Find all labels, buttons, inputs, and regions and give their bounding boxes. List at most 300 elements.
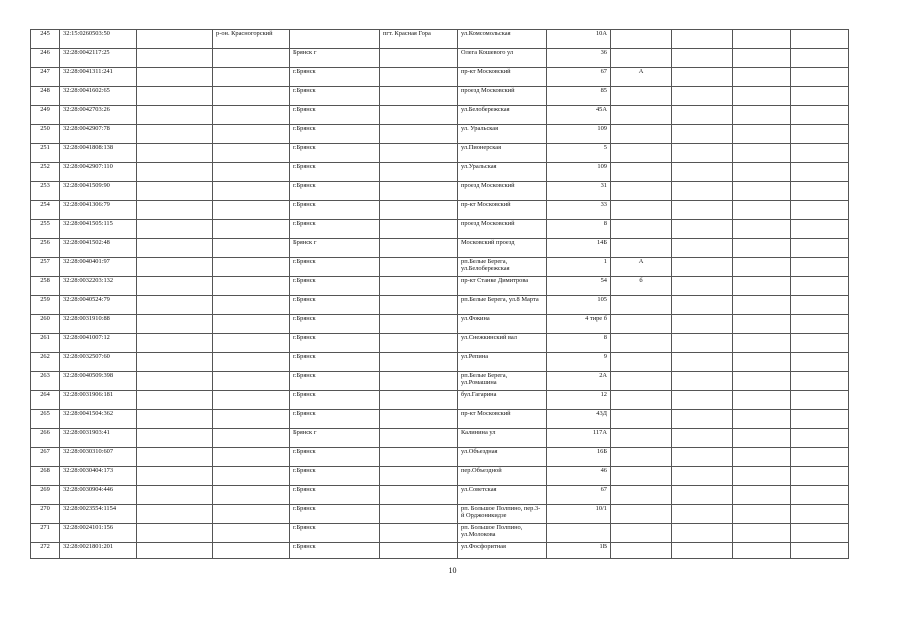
- city-cell: г.Брянск: [290, 315, 380, 334]
- city-cell: [290, 30, 380, 49]
- row-number-cell: 256: [31, 239, 60, 258]
- row-number-cell: 259: [31, 296, 60, 315]
- district-cell: [213, 391, 290, 410]
- table-row: [31, 87, 849, 106]
- table-row: [31, 201, 849, 220]
- cadastral-number-cell: 32:28:0040509:398: [60, 372, 137, 391]
- table-row: [31, 334, 849, 353]
- cadastral-number-cell: 32:28:0042703:26: [60, 106, 137, 125]
- street-cell: пр-кт Московский: [458, 410, 547, 429]
- row-number-cell: 268: [31, 467, 60, 486]
- house-number-cell: 8: [547, 334, 611, 353]
- empty-cell: [733, 353, 791, 372]
- empty-cell: [672, 68, 733, 87]
- empty-cell: [672, 258, 733, 277]
- cadastral-number-cell: 32:28:0041504:362: [60, 410, 137, 429]
- district-cell: [213, 486, 290, 505]
- table-row: [31, 49, 849, 68]
- street-cell: рп.Белые Берега, ул.8 Марта: [458, 296, 547, 315]
- cadastral-number-cell: 32:28:0031906:181: [60, 391, 137, 410]
- table-row: [31, 543, 849, 559]
- house-number-cell: 117А: [547, 429, 611, 448]
- table-row: [31, 429, 849, 448]
- house-number-cell: 85: [547, 87, 611, 106]
- settlement-cell: [380, 505, 458, 524]
- settlement-cell: [380, 239, 458, 258]
- empty-cell: [137, 505, 213, 524]
- row-number-cell: 252: [31, 163, 60, 182]
- empty-cell: [672, 448, 733, 467]
- building-cell: [611, 30, 672, 49]
- empty-cell: [672, 49, 733, 68]
- row-number-cell: 246: [31, 49, 60, 68]
- empty-cell: [137, 315, 213, 334]
- empty-cell: [672, 372, 733, 391]
- empty-cell: [791, 182, 849, 201]
- city-cell: г.Брянск: [290, 106, 380, 125]
- building-cell: [611, 486, 672, 505]
- empty-cell: [733, 334, 791, 353]
- building-cell: [611, 524, 672, 543]
- empty-cell: [791, 410, 849, 429]
- table-row: [31, 410, 849, 429]
- empty-cell: [672, 334, 733, 353]
- empty-cell: [733, 239, 791, 258]
- row-number-cell: 245: [31, 30, 60, 49]
- empty-cell: [672, 125, 733, 144]
- building-cell: б: [611, 277, 672, 296]
- house-number-cell: 9: [547, 353, 611, 372]
- cadastral-address-table: [30, 29, 849, 559]
- empty-cell: [137, 524, 213, 543]
- empty-cell: [672, 315, 733, 334]
- row-number-cell: 247: [31, 68, 60, 87]
- empty-cell: [672, 391, 733, 410]
- house-number-cell: 105: [547, 296, 611, 315]
- street-cell: ул.Белобережская: [458, 106, 547, 125]
- empty-cell: [672, 353, 733, 372]
- house-number-cell: 109: [547, 125, 611, 144]
- empty-cell: [733, 429, 791, 448]
- house-number-cell: 67: [547, 486, 611, 505]
- building-cell: [611, 106, 672, 125]
- row-number-cell: 251: [31, 144, 60, 163]
- table-row: [31, 68, 849, 87]
- empty-cell: [791, 391, 849, 410]
- empty-cell: [672, 467, 733, 486]
- table-row: [31, 448, 849, 467]
- city-cell: г.Брянск: [290, 543, 380, 559]
- table-row: [31, 30, 849, 49]
- table-row: [31, 106, 849, 125]
- empty-cell: [733, 220, 791, 239]
- house-number-cell: 109: [547, 163, 611, 182]
- empty-cell: [672, 505, 733, 524]
- street-cell: ул.Советская: [458, 486, 547, 505]
- empty-cell: [137, 258, 213, 277]
- district-cell: [213, 296, 290, 315]
- empty-cell: [733, 486, 791, 505]
- house-number-cell: 14Б: [547, 239, 611, 258]
- empty-cell: [137, 353, 213, 372]
- table-row: [31, 391, 849, 410]
- cadastral-number-cell: 32:28:0041306:79: [60, 201, 137, 220]
- row-number-cell: 253: [31, 182, 60, 201]
- cadastral-number-cell: 32:28:0040401:97: [60, 258, 137, 277]
- city-cell: г.Брянск: [290, 448, 380, 467]
- empty-cell: [791, 30, 849, 49]
- city-cell: г.Брянск: [290, 505, 380, 524]
- empty-cell: [733, 410, 791, 429]
- city-cell: г.Брянск: [290, 201, 380, 220]
- city-cell: г.Брянск: [290, 334, 380, 353]
- cadastral-number-cell: 32:28:0030904:446: [60, 486, 137, 505]
- cadastral-number-cell: 32:28:0030310:607: [60, 448, 137, 467]
- table-row: [31, 125, 849, 144]
- settlement-cell: [380, 448, 458, 467]
- empty-cell: [791, 125, 849, 144]
- settlement-cell: [380, 315, 458, 334]
- empty-cell: [733, 68, 791, 87]
- empty-cell: [791, 505, 849, 524]
- empty-cell: [733, 87, 791, 106]
- district-cell: [213, 125, 290, 144]
- empty-cell: [791, 87, 849, 106]
- district-cell: р-он. Красногорский: [213, 30, 290, 49]
- empty-cell: [791, 144, 849, 163]
- city-cell: г.Брянск: [290, 277, 380, 296]
- empty-cell: [672, 30, 733, 49]
- district-cell: [213, 315, 290, 334]
- building-cell: [611, 372, 672, 391]
- city-cell: г.Брянск: [290, 391, 380, 410]
- district-cell: [213, 106, 290, 125]
- empty-cell: [791, 49, 849, 68]
- table-row: [31, 163, 849, 182]
- empty-cell: [137, 391, 213, 410]
- table-row: [31, 296, 849, 315]
- empty-cell: [672, 524, 733, 543]
- empty-cell: [791, 429, 849, 448]
- empty-cell: [672, 429, 733, 448]
- cadastral-number-cell: 32:28:0032203:132: [60, 277, 137, 296]
- building-cell: [611, 163, 672, 182]
- settlement-cell: [380, 49, 458, 68]
- building-cell: [611, 429, 672, 448]
- cadastral-number-cell: 32:28:0041502:48: [60, 239, 137, 258]
- empty-cell: [137, 106, 213, 125]
- street-cell: пр-кт Московский: [458, 68, 547, 87]
- empty-cell: [137, 87, 213, 106]
- empty-cell: [791, 315, 849, 334]
- empty-cell: [733, 448, 791, 467]
- street-cell: рп. Большое Полпино, ул.Молокова: [458, 524, 547, 543]
- city-cell: г.Брянск: [290, 467, 380, 486]
- street-cell: рп. Большое Полпино, пер.3-й Орджоникидзе: [458, 505, 547, 524]
- cadastral-number-cell: 32:28:0030404:173: [60, 467, 137, 486]
- empty-cell: [672, 220, 733, 239]
- settlement-cell: [380, 106, 458, 125]
- cadastral-number-cell: 32:28:0041808:138: [60, 144, 137, 163]
- row-number-cell: 265: [31, 410, 60, 429]
- table-row: [31, 505, 849, 524]
- district-cell: [213, 372, 290, 391]
- city-cell: г.Брянск: [290, 125, 380, 144]
- settlement-cell: [380, 182, 458, 201]
- table-row: [31, 467, 849, 486]
- building-cell: [611, 296, 672, 315]
- row-number-cell: 272: [31, 543, 60, 559]
- empty-cell: [672, 410, 733, 429]
- building-cell: [611, 410, 672, 429]
- table-row: [31, 353, 849, 372]
- empty-cell: [791, 239, 849, 258]
- cadastral-number-cell: 32:28:0041007:12: [60, 334, 137, 353]
- district-cell: [213, 524, 290, 543]
- settlement-cell: [380, 277, 458, 296]
- building-cell: [611, 391, 672, 410]
- table-row: [31, 486, 849, 505]
- settlement-cell: [380, 87, 458, 106]
- empty-cell: [733, 467, 791, 486]
- street-cell: рп.Белые Берега, ул.Ромашина: [458, 372, 547, 391]
- row-number-cell: 254: [31, 201, 60, 220]
- empty-cell: [137, 68, 213, 87]
- district-cell: [213, 410, 290, 429]
- empty-cell: [137, 239, 213, 258]
- row-number-cell: 250: [31, 125, 60, 144]
- empty-cell: [672, 87, 733, 106]
- settlement-cell: [380, 163, 458, 182]
- district-cell: [213, 353, 290, 372]
- district-cell: [213, 68, 290, 87]
- row-number-cell: 266: [31, 429, 60, 448]
- settlement-cell: [380, 201, 458, 220]
- empty-cell: [137, 334, 213, 353]
- settlement-cell: [380, 372, 458, 391]
- city-cell: г.Брянск: [290, 486, 380, 505]
- house-number-cell: [547, 524, 611, 543]
- building-cell: [611, 239, 672, 258]
- empty-cell: [672, 486, 733, 505]
- empty-cell: [137, 448, 213, 467]
- empty-cell: [672, 106, 733, 125]
- settlement-cell: [380, 258, 458, 277]
- settlement-cell: [380, 391, 458, 410]
- row-number-cell: 263: [31, 372, 60, 391]
- row-number-cell: 255: [31, 220, 60, 239]
- district-cell: [213, 277, 290, 296]
- empty-cell: [733, 543, 791, 559]
- district-cell: [213, 201, 290, 220]
- district-cell: [213, 182, 290, 201]
- street-cell: ул. Уральская: [458, 125, 547, 144]
- empty-cell: [137, 277, 213, 296]
- district-cell: [213, 467, 290, 486]
- settlement-cell: [380, 410, 458, 429]
- row-number-cell: 258: [31, 277, 60, 296]
- cadastral-number-cell: 32:28:0041311:241: [60, 68, 137, 87]
- row-number-cell: 267: [31, 448, 60, 467]
- empty-cell: [137, 49, 213, 68]
- table-row: [31, 315, 849, 334]
- table-row: [31, 182, 849, 201]
- city-cell: Брянск г: [290, 429, 380, 448]
- empty-cell: [672, 239, 733, 258]
- street-cell: пр-кт Московский: [458, 201, 547, 220]
- empty-cell: [137, 30, 213, 49]
- building-cell: [611, 315, 672, 334]
- district-cell: [213, 239, 290, 258]
- house-number-cell: 8: [547, 220, 611, 239]
- empty-cell: [733, 201, 791, 220]
- house-number-cell: 10/1: [547, 505, 611, 524]
- empty-cell: [733, 30, 791, 49]
- city-cell: г.Брянск: [290, 410, 380, 429]
- district-cell: [213, 448, 290, 467]
- city-cell: г.Брянск: [290, 68, 380, 87]
- street-cell: проезд Московский: [458, 220, 547, 239]
- building-cell: [611, 220, 672, 239]
- street-cell: ул.Пионерская: [458, 144, 547, 163]
- settlement-cell: [380, 68, 458, 87]
- row-number-cell: 262: [31, 353, 60, 372]
- cadastral-number-cell: 32:15:0260503:50: [60, 30, 137, 49]
- house-number-cell: 43Д: [547, 410, 611, 429]
- house-number-cell: 1: [547, 258, 611, 277]
- city-cell: г.Брянск: [290, 163, 380, 182]
- district-cell: [213, 429, 290, 448]
- city-cell: г.Брянск: [290, 353, 380, 372]
- empty-cell: [137, 543, 213, 559]
- building-cell: [611, 144, 672, 163]
- house-number-cell: 33: [547, 201, 611, 220]
- row-number-cell: 269: [31, 486, 60, 505]
- building-cell: А: [611, 68, 672, 87]
- city-cell: г.Брянск: [290, 372, 380, 391]
- street-cell: Олега Кошевого ул: [458, 49, 547, 68]
- table-row: [31, 524, 849, 543]
- settlement-cell: [380, 353, 458, 372]
- street-cell: бул.Гагарина: [458, 391, 547, 410]
- house-number-cell: 10А: [547, 30, 611, 49]
- settlement-cell: [380, 296, 458, 315]
- empty-cell: [791, 334, 849, 353]
- empty-cell: [733, 258, 791, 277]
- empty-cell: [791, 68, 849, 87]
- house-number-cell: 54: [547, 277, 611, 296]
- empty-cell: [791, 258, 849, 277]
- city-cell: г.Брянск: [290, 296, 380, 315]
- settlement-cell: [380, 334, 458, 353]
- settlement-cell: [380, 144, 458, 163]
- empty-cell: [791, 296, 849, 315]
- table-row: [31, 277, 849, 296]
- empty-cell: [733, 163, 791, 182]
- city-cell: Брянск г: [290, 49, 380, 68]
- table-row: [31, 258, 849, 277]
- street-cell: ул.Репина: [458, 353, 547, 372]
- empty-cell: [733, 296, 791, 315]
- empty-cell: [672, 543, 733, 559]
- house-number-cell: 45А: [547, 106, 611, 125]
- district-cell: [213, 334, 290, 353]
- district-cell: [213, 87, 290, 106]
- empty-cell: [791, 448, 849, 467]
- street-cell: рп.Белые Берега, ул.Белобережская: [458, 258, 547, 277]
- empty-cell: [137, 201, 213, 220]
- empty-cell: [733, 315, 791, 334]
- empty-cell: [137, 296, 213, 315]
- empty-cell: [733, 524, 791, 543]
- row-number-cell: 271: [31, 524, 60, 543]
- empty-cell: [137, 220, 213, 239]
- city-cell: г.Брянск: [290, 220, 380, 239]
- city-cell: г.Брянск: [290, 182, 380, 201]
- city-cell: Брянск г: [290, 239, 380, 258]
- empty-cell: [791, 353, 849, 372]
- empty-cell: [137, 372, 213, 391]
- settlement-cell: пгт. Красная Гора: [380, 30, 458, 49]
- row-number-cell: 261: [31, 334, 60, 353]
- row-number-cell: 257: [31, 258, 60, 277]
- cadastral-number-cell: 32:28:0042907:110: [60, 163, 137, 182]
- empty-cell: [733, 125, 791, 144]
- empty-cell: [733, 277, 791, 296]
- empty-cell: [137, 486, 213, 505]
- empty-cell: [733, 49, 791, 68]
- row-number-cell: 264: [31, 391, 60, 410]
- house-number-cell: 36: [547, 49, 611, 68]
- street-cell: ул.Комсомольская: [458, 30, 547, 49]
- cadastral-number-cell: 32:28:0021801:201: [60, 543, 137, 559]
- cadastral-number-cell: 32:28:0041505:115: [60, 220, 137, 239]
- cadastral-number-cell: 32:28:0032507:60: [60, 353, 137, 372]
- house-number-cell: 1В: [547, 543, 611, 559]
- building-cell: [611, 87, 672, 106]
- empty-cell: [672, 182, 733, 201]
- city-cell: г.Брянск: [290, 144, 380, 163]
- house-number-cell: 31: [547, 182, 611, 201]
- table-row: [31, 239, 849, 258]
- empty-cell: [791, 467, 849, 486]
- building-cell: [611, 448, 672, 467]
- city-cell: г.Брянск: [290, 87, 380, 106]
- empty-cell: [137, 125, 213, 144]
- district-cell: [213, 49, 290, 68]
- street-cell: ул.Уральская: [458, 163, 547, 182]
- street-cell: Московский проезд: [458, 239, 547, 258]
- settlement-cell: [380, 543, 458, 559]
- empty-cell: [791, 524, 849, 543]
- cadastral-number-cell: 32:28:0031910:88: [60, 315, 137, 334]
- building-cell: [611, 543, 672, 559]
- row-number-cell: 248: [31, 87, 60, 106]
- cadastral-number-cell: 32:28:0041602:65: [60, 87, 137, 106]
- table-row: [31, 372, 849, 391]
- street-cell: пер.Объездной: [458, 467, 547, 486]
- empty-cell: [672, 296, 733, 315]
- building-cell: [611, 505, 672, 524]
- cadastral-number-cell: 32:28:0042117:25: [60, 49, 137, 68]
- row-number-cell: 249: [31, 106, 60, 125]
- house-number-cell: 12: [547, 391, 611, 410]
- table-row: [31, 144, 849, 163]
- table-row: [31, 220, 849, 239]
- cadastral-number-cell: 32:28:0031903:41: [60, 429, 137, 448]
- street-cell: ул.Снежкинский вал: [458, 334, 547, 353]
- district-cell: [213, 144, 290, 163]
